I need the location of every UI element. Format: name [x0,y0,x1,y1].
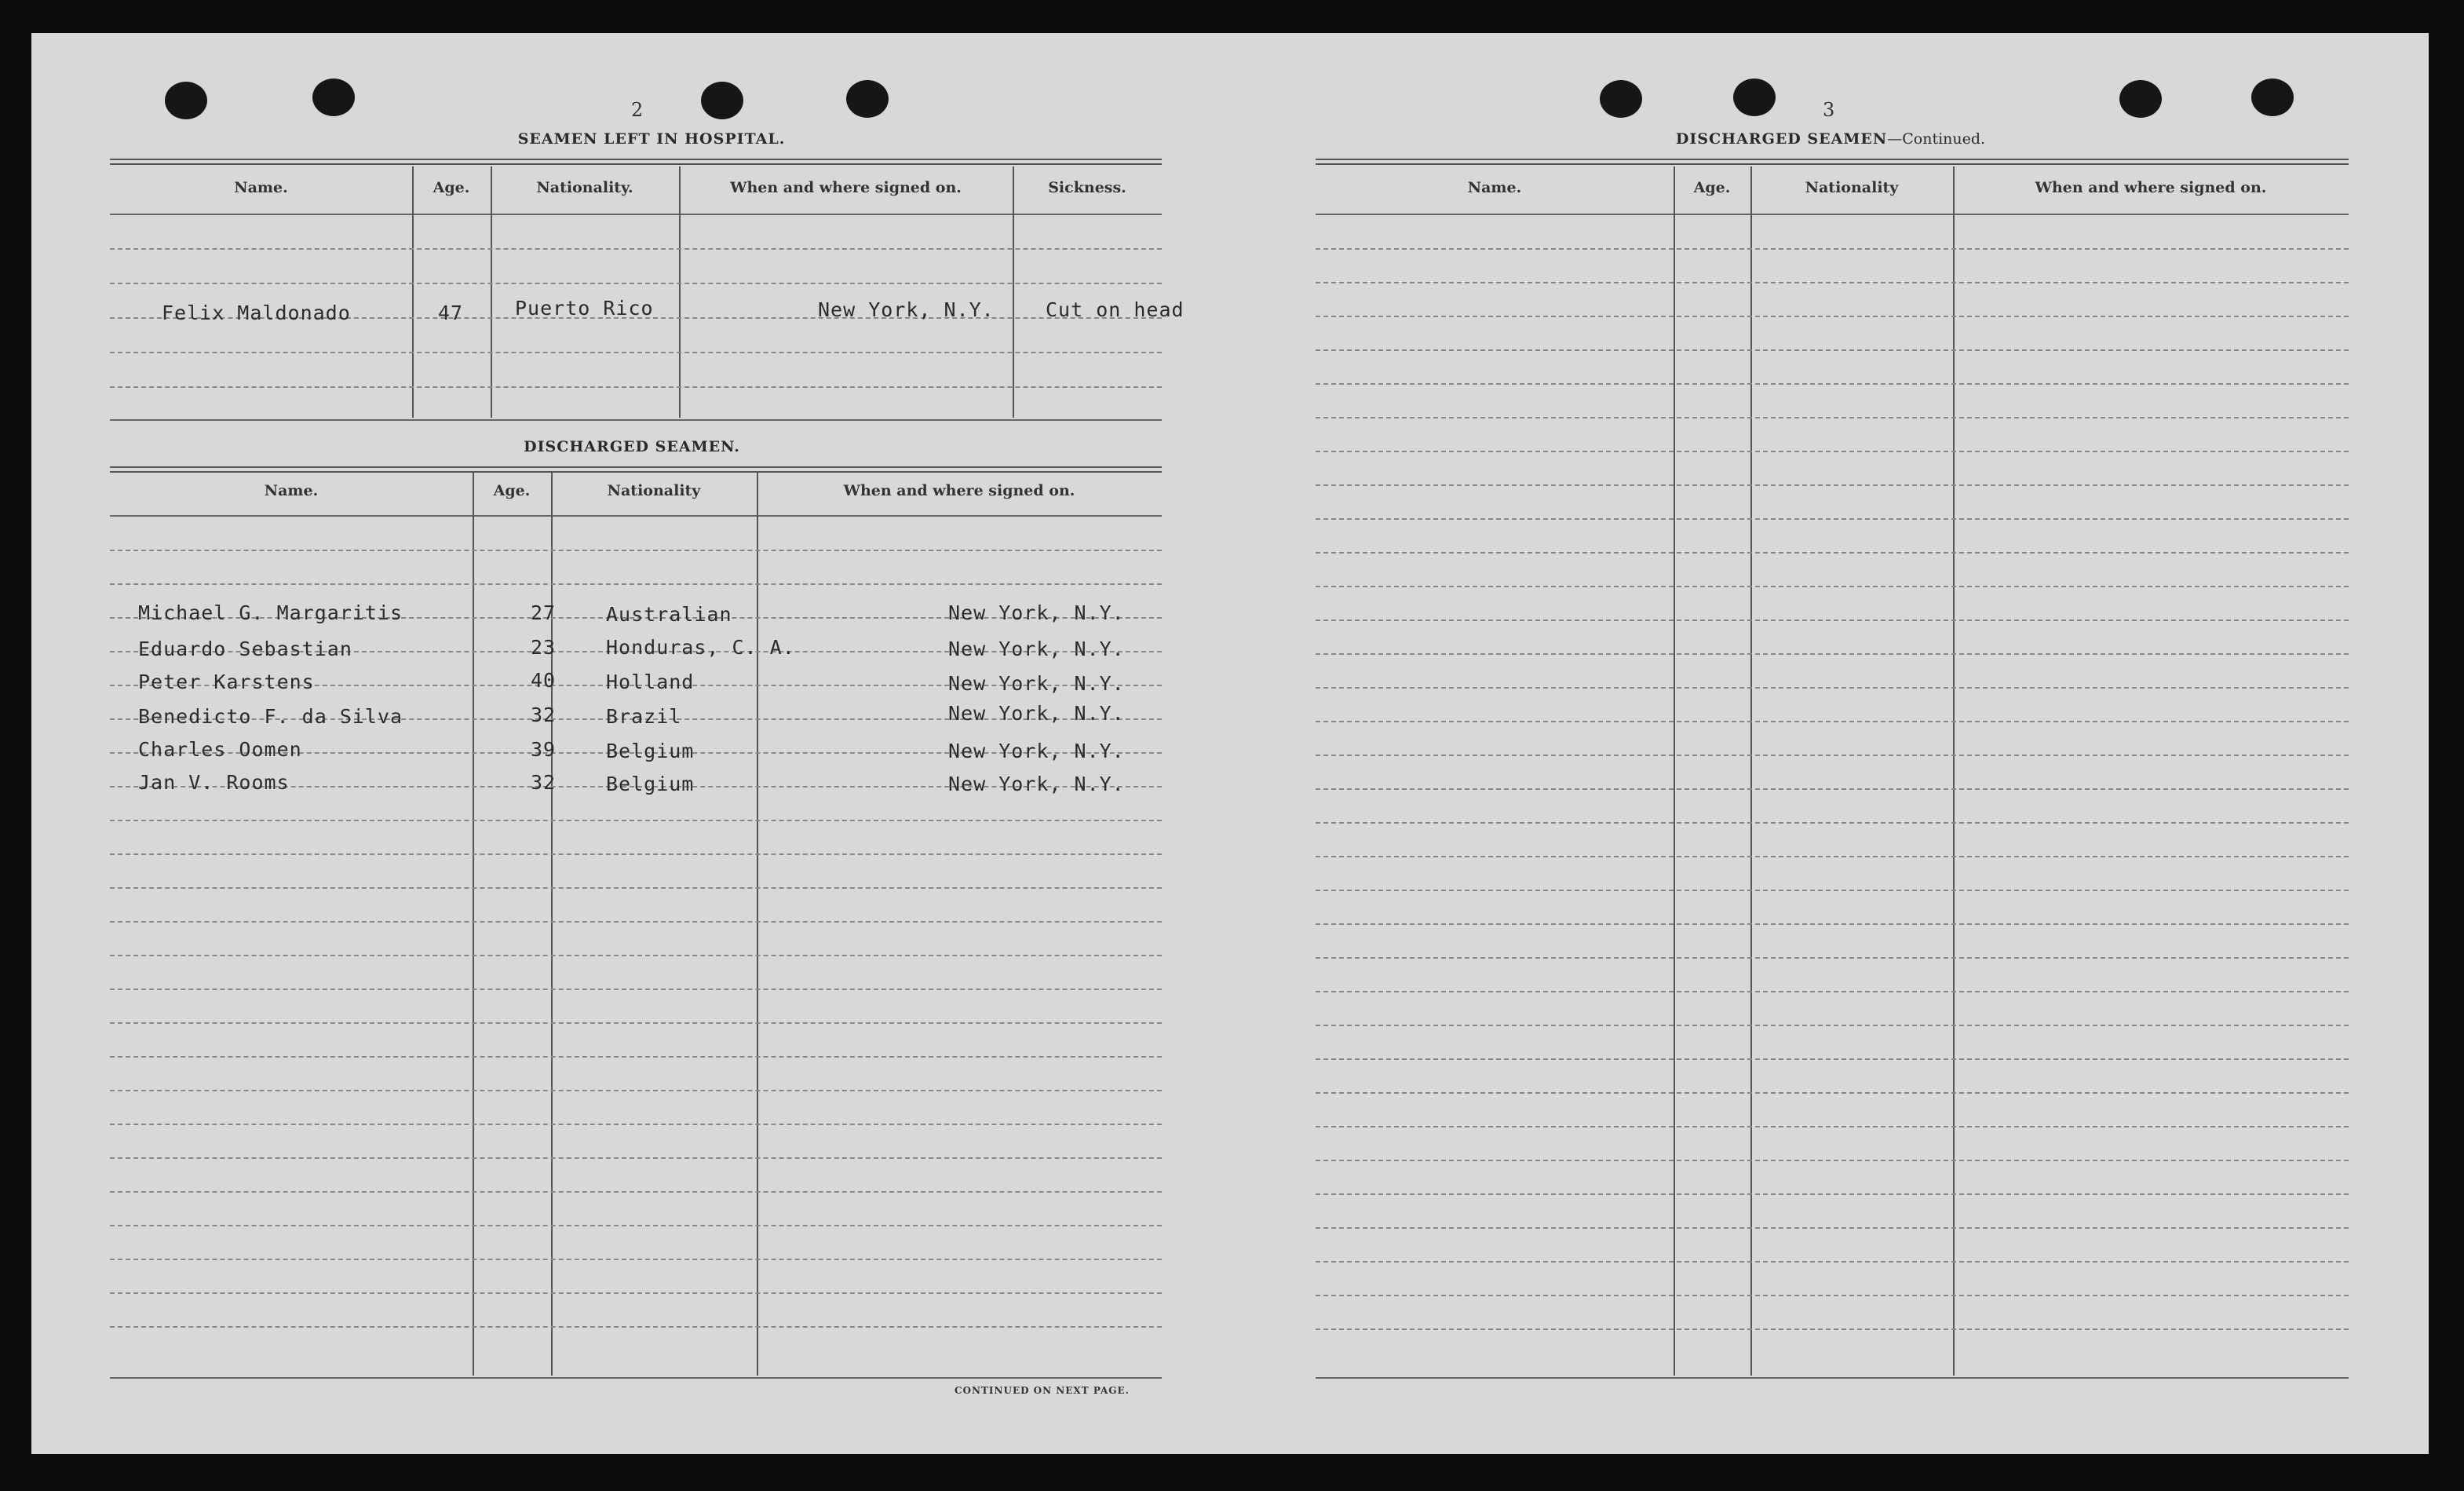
ruled-line [110,989,1162,990]
column-header-nationality: Nationality. [536,179,633,196]
column-header-nationality: Nationality [607,482,701,499]
row-age: 40 [531,669,557,692]
ruled-line [1316,518,2349,520]
ruled-line [1316,687,2349,689]
hospital-row-age: 47 [438,301,464,324]
column-header-signed-on: When and where signed on. [2035,179,2267,196]
ruled-line [1316,1126,2349,1127]
ruled-line [1316,856,2349,857]
ruled-line [110,820,1162,821]
ruled-line [1316,451,2349,452]
row-signed-on: New York, N.Y. [948,601,1125,624]
ruled-line [1316,890,2349,891]
ruled-line [1316,349,2349,351]
ruled-line [1316,248,2349,250]
ruled-line [110,955,1162,956]
ruled-line [1316,1295,2349,1296]
ruled-line [1316,991,2349,992]
ruled-line [1316,586,2349,587]
ruled-line [110,1056,1162,1058]
ruled-line [110,583,1162,585]
column-header-age: Age. [493,482,531,499]
ruled-line [110,1259,1162,1260]
punch-hole [2251,79,2294,116]
ruled-line [110,1090,1162,1091]
ruled-line [110,1124,1162,1125]
discharged-section-title: DISCHARGED SEAMEN. [524,438,740,455]
ruled-line [1316,417,2349,418]
ruled-line [110,853,1162,855]
column-header-nationality: Nationality [1805,179,1899,196]
ruled-line [110,887,1162,889]
punch-hole [2119,80,2162,118]
discharged-continued-table [1316,159,2349,1415]
ruled-line [1316,755,2349,756]
row-name: Peter Karstens [138,671,315,693]
document-sheet [31,33,2429,1454]
ruled-line [1316,788,2349,790]
row-signed-on: New York, N.Y. [948,740,1125,762]
ruled-line [1316,721,2349,722]
ruled-line [110,550,1162,551]
column-header-name: Name. [264,482,319,499]
hospital-row-signed-on: New York, N.Y. [818,298,995,321]
ruled-line [1316,923,2349,925]
column-header-age: Age. [1693,179,1731,196]
punch-hole [1733,79,1776,116]
ruled-line [1316,1227,2349,1229]
discharged-continued-title-suffix: —Continued. [1887,130,1986,148]
row-nationality: Australian [606,603,732,626]
column-header-sickness: Sickness. [1048,179,1126,196]
punch-hole [701,82,743,119]
ruled-line [1316,316,2349,317]
hospital-row-nationality: Puerto Rico [515,297,654,320]
column-header-age: Age. [433,179,470,196]
ruled-line [1316,653,2349,655]
discharged-continued-title [1676,130,1985,148]
hospital-row-sickness: Cut on head [1046,298,1185,321]
ruled-line [110,1292,1162,1294]
punch-hole [312,79,355,116]
column-header-name: Name. [234,179,288,196]
ruled-line [110,1191,1162,1193]
ruled-line [1316,282,2349,283]
row-age: 39 [531,738,557,761]
ruled-line [1316,1092,2349,1094]
hospital-table [110,159,1185,426]
row-nationality: Brazil [606,705,682,728]
page-number-left: 2 [631,99,644,121]
hospital-section-title: SEAMEN LEFT IN HOSPITAL. [517,130,786,148]
ruled-line [1316,822,2349,824]
ruled-line [1316,1328,2349,1330]
column-header-signed-on: When and where signed on. [843,482,1075,499]
row-nationality: Belgium [606,740,695,762]
ruled-line [1316,1025,2349,1026]
discharged-table [110,466,1162,1385]
ruled-line [1316,552,2349,554]
discharged-continued-title-main: DISCHARGED SEAMEN [1675,130,1888,148]
ruled-line [1316,484,2349,486]
row-nationality: Holland [606,671,695,693]
row-nationality: Belgium [606,773,695,795]
ruled-line [1316,1193,2349,1195]
row-signed-on: New York, N.Y. [948,638,1125,660]
ruled-line [1316,1058,2349,1060]
row-name: Eduardo Sebastian [138,638,352,660]
row-age: 32 [531,703,557,726]
row-nationality: Honduras, C. A. [606,636,795,659]
continued-note: CONTINUED ON NEXT PAGE. [955,1385,1130,1396]
punch-hole [846,80,889,118]
ruled-line [110,921,1162,923]
hospital-row-name: Felix Maldonado [162,301,351,324]
page-number-right: 3 [1823,99,1835,121]
row-name: Charles Oomen [138,738,302,761]
row-signed-on: New York, N.Y. [948,702,1125,725]
ruled-line [110,1326,1162,1328]
ruled-line [1316,1261,2349,1263]
ruled-line [110,1022,1162,1024]
punch-hole [165,82,207,119]
row-age: 32 [531,771,557,794]
punch-hole [1600,80,1642,118]
column-header-name: Name. [1467,179,1522,196]
ruled-line [110,1157,1162,1159]
row-name: Jan V. Rooms [138,771,290,794]
row-age: 23 [531,636,557,659]
row-signed-on: New York, N.Y. [948,773,1125,795]
row-name: Benedicto F. da Silva [138,705,403,728]
ruled-line [1316,383,2349,385]
ruled-line [1316,1160,2349,1161]
ruled-line [1316,957,2349,959]
row-name: Michael G. Margaritis [138,601,403,624]
row-signed-on: New York, N.Y. [948,672,1125,695]
ruled-line [110,1225,1162,1226]
row-age: 27 [531,601,557,624]
ruled-line [1316,619,2349,621]
column-header-signed-on: When and where signed on. [730,179,962,196]
